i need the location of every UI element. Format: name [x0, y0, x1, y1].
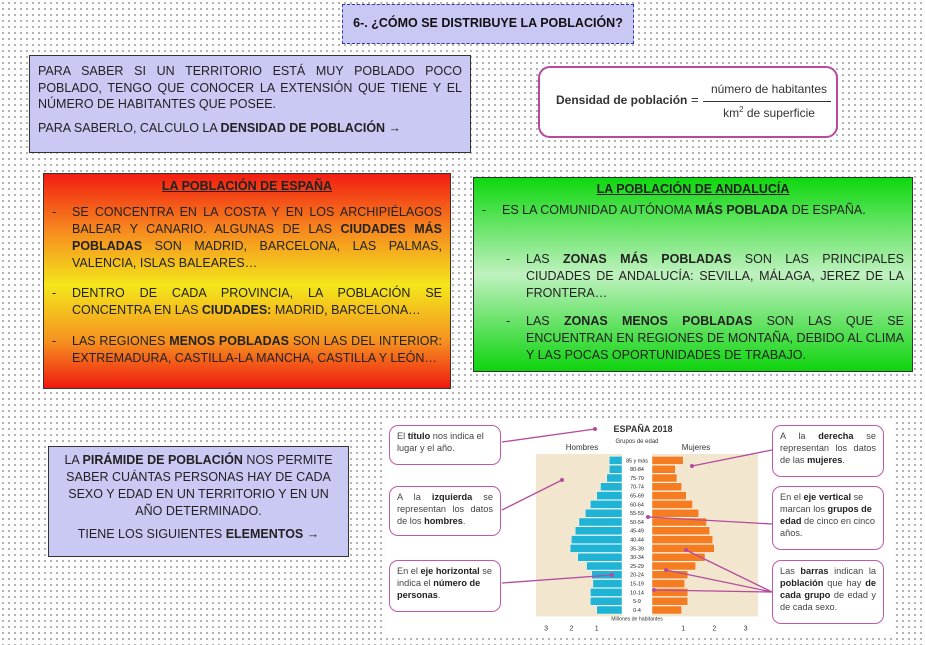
- chart-title: ESPAÑA 2018: [613, 424, 673, 434]
- x-tick-label-4: 2: [712, 625, 717, 633]
- bar-men-3: [601, 483, 623, 491]
- dot-bars-3: [652, 588, 656, 592]
- intro-p2-arrow: →: [385, 120, 402, 135]
- dot-horizontal: [610, 573, 614, 577]
- x-axis-label: Millones de habitantes: [611, 616, 663, 623]
- bar-women-17: [652, 606, 682, 614]
- population-pyramid-figure: [386, 420, 894, 634]
- page-title: [342, 4, 634, 44]
- age-group-label-1: 80-84: [630, 467, 644, 474]
- callout-left: A la izquierda se representan los datos de los hombres.: [389, 486, 501, 536]
- age-group-label-17: 0-4: [633, 607, 641, 614]
- age-group-label-8: 45-49: [630, 528, 644, 535]
- andalucia-bullet-3: - LAS ZONAS MENOS POBLADAS SON LAS QUE SE ENCUENTRAN EN REGIONES DE MONTAÑA, DEBIDO AL CLIMA Y LAS POCAS OPORTUNIDADES DE TRABAJO.: [506, 314, 904, 363]
- pyramid-intro-p2: TIENE LOS SIGUIENTES ELEMENTOS →: [77, 526, 320, 541]
- age-group-label-14: 15-19: [630, 581, 644, 588]
- bar-women-10: [652, 544, 714, 552]
- callout-title: El título nos indica el lugar y el año.: [389, 425, 501, 465]
- callout-horizontal-axis: En el eje horizontal se indica el número de personas.: [389, 560, 501, 612]
- x-tick-label-2: 1: [594, 625, 599, 633]
- bar-women-2: [652, 474, 677, 482]
- intro-paragraph-2: [38, 120, 462, 137]
- page-title-text: 6-. ¿CÓMO SE DISTRIBUYE LA POBLACIÓN?: [353, 16, 623, 30]
- pyramid-intro-p1: LA PIRÁMIDE DE POBLACIÓN NOS PERMITE SABER CUÁNTAS PERSONAS HAY DE CADA SEXO Y EDAD EN UN TERRITORIO Y EN UN AÑO DETERMINADO.: [64, 453, 333, 518]
- bar-women-8: [652, 527, 710, 535]
- bar-men-8: [575, 527, 622, 535]
- bar-women-6: [652, 509, 699, 517]
- formula-label: Densidad de población: [556, 93, 688, 107]
- formula-equals: =: [691, 92, 699, 107]
- age-group-label-12: 25-29: [630, 563, 644, 570]
- bar-women-14: [652, 580, 685, 588]
- x-tick-label-1: 2: [569, 625, 574, 633]
- intro-paragraph-1: PARA SABER SI UN TERRITORIO ESTÁ MUY POBLADO POCO POBLADO, TENGO QUE CONOCER LA EXTENSIÓN QUE TIENE Y EL NÚMERO DE HABITANTES QUE POSEE.: [38, 64, 462, 111]
- denominator-km: km: [723, 106, 740, 120]
- bar-women-1: [652, 465, 675, 473]
- bar-men-6: [585, 509, 622, 517]
- bar-men-14: [593, 580, 622, 588]
- callout-bars: Las barras indican la población que hay de cada grupo de edad y de cada sexo.: [772, 560, 884, 624]
- dot-left: [560, 478, 564, 482]
- denominator-exponent: 2: [739, 105, 744, 114]
- age-group-label-7: 50-54: [630, 519, 644, 526]
- spain-bullet-2: - DENTRO DE CADA PROVINCIA, LA POBLACIÓN SE CONCENTRA EN LAS CIUDADES: MADRID, BARCELONA…: [52, 286, 442, 318]
- age-group-label-6: 55-59: [630, 511, 644, 518]
- left-side-label: Hombres: [565, 443, 599, 452]
- age-group-label-2: 75-79: [630, 475, 644, 482]
- pyramid-intro-box: [48, 446, 349, 557]
- bar-women-11: [652, 553, 705, 561]
- bar-women-5: [652, 500, 693, 508]
- bar-men-9: [571, 536, 622, 544]
- bar-men-4: [597, 492, 622, 500]
- age-group-label-0: 85 y más: [626, 458, 648, 465]
- intro-p2-bold: DENSIDAD DE POBLACIÓN: [220, 120, 386, 135]
- dot-bars-1: [684, 548, 688, 552]
- denominator-text: de superficie: [743, 106, 815, 120]
- age-group-label-3: 70-74: [630, 484, 644, 491]
- bar-men-1: [609, 465, 622, 473]
- age-group-label-11: 30-34: [630, 555, 644, 562]
- bar-men-5: [590, 500, 622, 508]
- age-group-label-9: 40-44: [630, 537, 644, 544]
- bar-women-9: [652, 536, 713, 544]
- bar-women-13: [652, 571, 688, 579]
- bar-men-17: [597, 606, 622, 614]
- bar-men-7: [579, 518, 622, 526]
- callout-vertical-axis: En el eje vertical se marcan los grupos de edad de cinco en cinco años.: [772, 486, 884, 550]
- age-group-label-5: 60-64: [630, 502, 644, 509]
- intro-p2-text: PARA SABERLO, CALCULO LA: [38, 120, 221, 135]
- bar-women-4: [652, 492, 686, 500]
- spain-bullet-3: - LAS REGIONES MENOS POBLADAS SON LAS DEL INTERIOR: EXTREMADURA, CASTILLA-LA MANCHA, CASTILLA Y LEÓN…: [52, 334, 443, 365]
- x-tick-label-5: 3: [743, 625, 748, 633]
- spain-title: LA POBLACIÓN DE ESPAÑA: [161, 179, 333, 193]
- formula-denominator: [704, 105, 834, 120]
- age-group-label-10: 35-39: [630, 546, 644, 553]
- x-tick-label-3: 1: [681, 625, 686, 633]
- bar-men-16: [590, 597, 622, 605]
- age-group-label-13: 20-24: [630, 572, 644, 579]
- bar-men-15: [590, 588, 622, 596]
- right-side-label: Mujeres: [681, 443, 711, 452]
- bar-men-11: [578, 553, 622, 561]
- bar-men-2: [607, 474, 622, 482]
- x-tick-label-0: 3: [544, 625, 549, 633]
- bar-women-16: [652, 597, 688, 605]
- bar-men-12: [587, 562, 622, 570]
- dot-vertical: [646, 515, 650, 519]
- andalucia-bullet-1: - ES LA COMUNIDAD AUTÓNOMA MÁS POBLADA DE ESPAÑA.: [482, 202, 866, 217]
- intro-box: [29, 55, 471, 153]
- bar-women-3: [652, 483, 682, 491]
- callout-right: A la derecha se representan los datos de las mujeres.: [772, 425, 884, 477]
- formula-numerator: número de habitantes: [710, 82, 828, 96]
- leader-title: [502, 429, 595, 442]
- andalucia-bullet-2: - LAS ZONAS MÁS POBLADAS SON LAS PRINCIPALES CIUDADES DE ANDALUCÍA: SEVILLA, MÁLAGA, JEREZ DE LA FRONTERA…: [506, 251, 904, 300]
- spain-bullet-1: - SE CONCENTRA EN LA COSTA Y EN LOS ARCHIPIÉLAGOS BALEAR Y CANARIO. ALGUNAS DE LAS CIUDADES MÁS POBLADAS SON MADRID, BARCELONA, LAS PALMAS, VALENCIA, ISLAS BALEARES…: [52, 204, 442, 270]
- dot-bars-2: [664, 568, 668, 572]
- dot-right: [690, 464, 694, 468]
- bar-men-10: [570, 544, 622, 552]
- andalucia-population-box: [473, 177, 913, 372]
- bar-men-0: [609, 456, 622, 464]
- andalucia-title: LA POBLACIÓN DE ANDALUCÍA: [596, 182, 790, 196]
- age-group-label-15: 10-14: [630, 590, 644, 597]
- bar-women-0: [652, 456, 683, 464]
- spain-population-box: [43, 173, 451, 389]
- age-group-label-4: 65-69: [630, 493, 644, 500]
- bar-women-12: [652, 562, 696, 570]
- density-formula: [538, 66, 838, 138]
- age-group-header: Grupos de edad: [615, 439, 659, 445]
- fraction-line: [703, 101, 831, 102]
- age-group-label-16: 5-9: [633, 599, 641, 606]
